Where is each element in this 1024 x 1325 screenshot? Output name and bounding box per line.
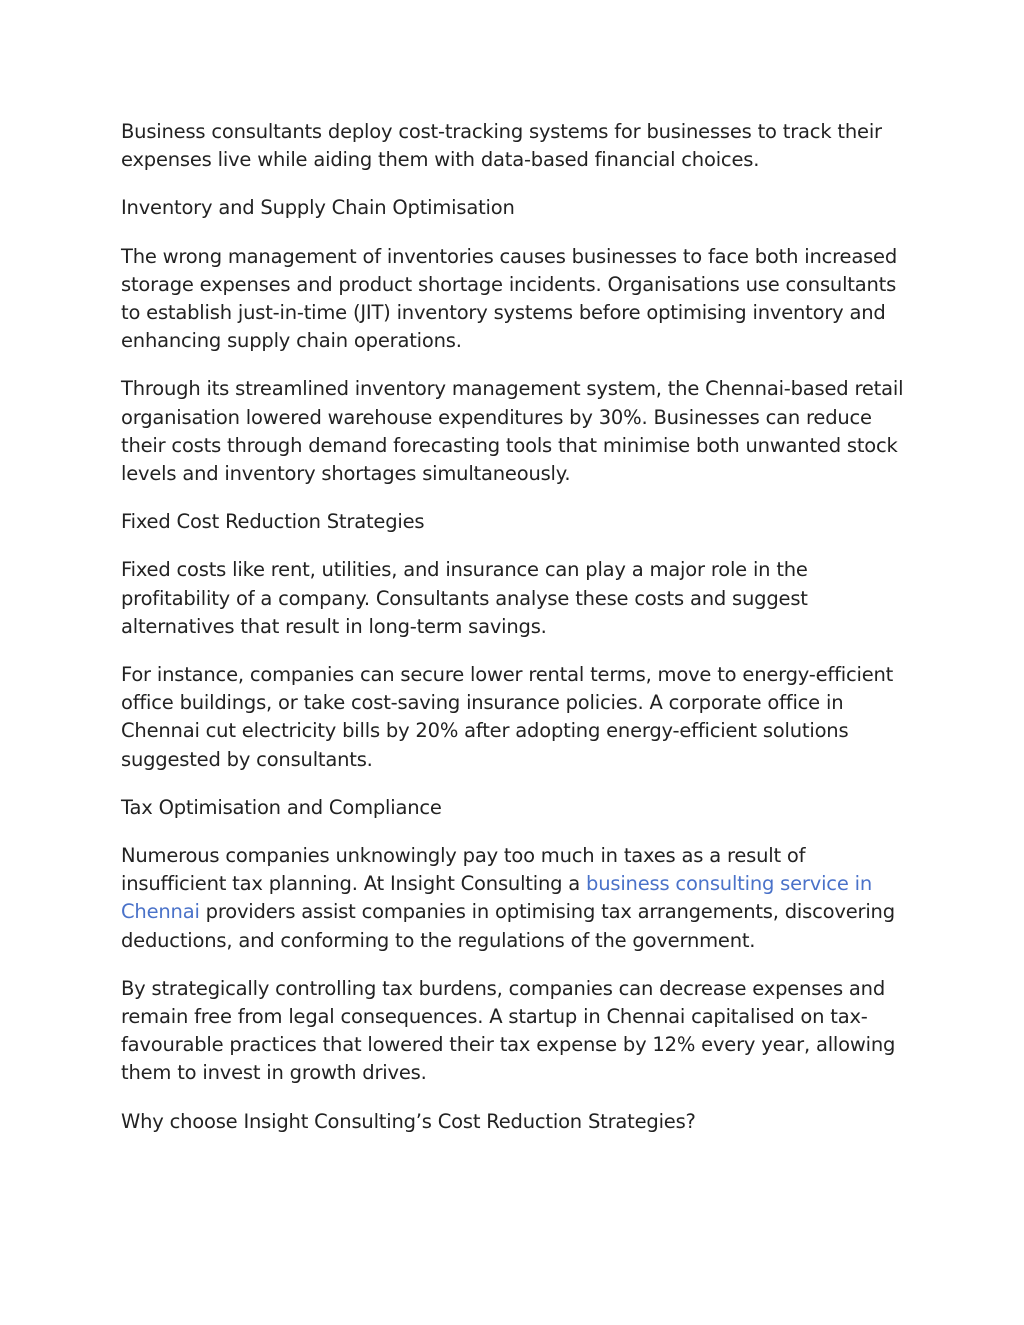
heading-why-choose: Why choose Insight Consulting’s Cost Reduction Strategies? [121,1109,696,1133]
paragraph-chennai-retail-example: Through its streamlined inventory management system, the Chennai-based retail organisation lowered warehouse expenditures by 30%. Businesses can reduce their costs through demand forecasting tools that minimise both unwanted stock levels and inventory shortages simultaneously. [121,377,904,486]
heading-inventory-supply-chain: Inventory and Supply Chain Optimisation [121,196,515,220]
heading-tax-optimisation: Tax Optimisation and Compliance [121,795,442,819]
paragraph-tax-planning [121,842,911,955]
paragraph-fixed-costs: Fixed costs like rent, utilities, and insurance can play a major role in the profitability of a company. Consultants analyse these costs and suggest alternatives that result in long-term savings. [121,558,808,638]
paragraph-tax-planning-text-after: providers assist companies in optimising tax arrangements, discovering deductions, and conforming to the regulations of the government. [121,900,895,952]
document-body [121,118,911,1156]
business-consulting-service-link[interactable]: business consulting service in Chennai [121,872,872,924]
paragraph-inventory-management: The wrong management of inventories causes businesses to face both increased storage expenses and product shortage incidents. Organisations use consultants to establish just-in-time (JIT) inventory systems before optimising inventory and enhancing supply chain operations. [121,244,897,353]
heading-fixed-cost-reduction: Fixed Cost Reduction Strategies [121,510,425,534]
paragraph-corporate-office-example: For instance, companies can secure lower rental terms, move to energy-efficient office buildings, or take cost-saving insurance policies. A corporate office in Chennai cut electricity bills by 20% after adopting energy-efficient solutions suggested by consultants. [121,663,894,771]
paragraph-tax-burden-example: By strategically controlling tax burdens, companies can decrease expenses and remain free from legal consequences. A startup in Chennai capitalised on tax-favourable practices that lowered their tax expense by 12% every year, allowing them to invest in growth drives. [121,976,896,1085]
paragraph-cost-tracking: Business consultants deploy cost-tracking systems for businesses to track their expenses live while aiding them with data-based financial choices. [121,120,882,172]
paragraph-tax-planning-text-before: Numerous companies unknowingly pay too much in taxes as a result of insufficient tax planning. At Insight Consulting a [121,844,806,896]
